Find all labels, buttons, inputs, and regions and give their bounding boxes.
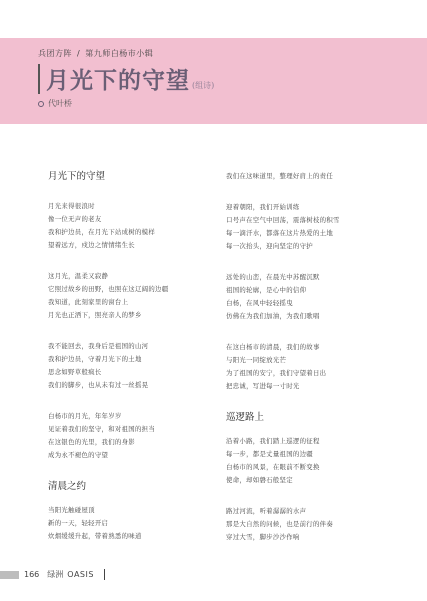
journal-name: 绿洲 (47, 570, 64, 579)
poem-line: 望着远方，戍边之情情绪生长 (48, 241, 135, 249)
footer-rule (104, 569, 105, 580)
poem-line: 炊烟缓缓升起，带着熟悉的味道 (48, 532, 142, 540)
poem-line: 思念如野草般疯长 (48, 368, 102, 376)
poem-line: 为了祖国的安宁，我们守望着日出 (226, 369, 327, 377)
poem-line: 每一步，都是丈量祖国的边疆 (226, 450, 313, 458)
poem-line: 使命，却如磐石般坚定 (226, 476, 293, 484)
poem-line: 新的一天，轻轻开启 (48, 519, 109, 527)
poem-line: 口号声在空气中回荡，震落树枝的积雪 (226, 216, 340, 224)
stanza (48, 410, 218, 462)
stanza (48, 200, 218, 252)
poem-line: 每一次抬头，迎向坚定的守护 (226, 242, 313, 250)
poem-line: 我们的脚步，也从未有过一丝摇晃 (48, 381, 149, 389)
poem-line: 仿佛在为我们加油，为我们歌唱 (226, 312, 320, 320)
footer (24, 569, 94, 580)
column-kicker (38, 48, 153, 59)
poem-line: 我和护边员，在月光下站成树的模样 (48, 228, 156, 236)
footer-bar (0, 571, 19, 579)
stanza (48, 270, 218, 322)
author-name: 代叶桥 (48, 99, 72, 108)
section-title-morning: 清晨之约 (48, 481, 87, 492)
stanza (226, 271, 396, 323)
poem-line: 成为永不褪色的守望 (48, 451, 109, 459)
poem-line: 月光来得很浪时 (48, 202, 95, 210)
poem-line: 远处的山峦，在晨光中苏醒沉默 (226, 273, 320, 281)
poem-line: 在这银色的光里，我们的身影 (48, 438, 135, 446)
poem-line: 像一位无声的老友 (48, 215, 102, 223)
left-column (48, 170, 218, 561)
poem-title: 月光下的守望 (48, 171, 106, 182)
stanza (226, 201, 396, 253)
stanza (226, 435, 396, 487)
stanza (226, 505, 396, 544)
title-accent-bar (38, 64, 40, 94)
stanza (48, 340, 218, 392)
kicker-separator: / (77, 49, 81, 58)
poem-line: 与阳光一同绽放光芒 (226, 356, 287, 364)
page-number: 166 (24, 570, 40, 579)
section-name: 第九师白杨市小辑 (85, 49, 154, 58)
poem-line: 见证着我们的坚守，和对祖国的担当 (48, 425, 156, 433)
poem-line: 我和护边员，守着月光下的土地 (48, 355, 142, 363)
poem-line: 这月光，温柔又寂静 (48, 272, 109, 280)
stanza (226, 341, 396, 393)
circle-bullet-icon (38, 101, 44, 107)
poem-line: 在这白杨市的清晨，我们的故事 (226, 343, 320, 351)
poem-line: 我知道，此刻家里的窗台上 (48, 298, 129, 306)
left-stanzas (48, 200, 218, 462)
section-title-patrol: 巡逻路上 (226, 412, 265, 423)
poem-line: 每一滴汗水，都落在这片热爱的土地 (226, 229, 334, 237)
poem-line: 白杨，在风中轻轻摇曳 (226, 299, 293, 307)
poem-line: 祖国的轮廓，是心中的信仰 (226, 286, 307, 294)
poem-line: 它照过故乡的田野，也照在这辽阔的边疆 (48, 285, 169, 293)
left-stanzas-2 (48, 504, 218, 543)
title-text: 月光下的守望 (46, 67, 190, 94)
poem-line: 当阳光触碰屋顶 (48, 506, 95, 514)
poem-line: 那是大自然的问候，也是前行的伴奏 (226, 520, 334, 528)
poem-line: 沿着小路，我们踏上巡逻的征程 (226, 437, 320, 445)
stanza (226, 170, 396, 183)
author-line (38, 98, 72, 109)
poem-line: 白杨市的月光，年年岁岁 (48, 412, 122, 420)
poem-line: 把忠诚，写进每一寸时光 (226, 382, 300, 390)
poem-line: 我不能回去，我身后是祖国的山河 (48, 342, 149, 350)
column-name: 兵团方阵 (38, 49, 72, 58)
poem-line: 穿过大雪，脚步沙沙作响 (226, 533, 300, 541)
poem-line: 月光也正洒下，照亮亲人的梦乡 (48, 311, 142, 319)
journal-name-en: OASIS (67, 570, 94, 579)
page-title (46, 62, 214, 95)
poem-line: 我们在这味道里，整理好肩上的责任 (226, 172, 334, 180)
poem-line: 白杨市的风景，在眼前不断变换 (226, 463, 320, 471)
poem-line: 迎着朝阳，我们开始训练 (226, 203, 300, 211)
right-stanzas-2 (226, 435, 396, 544)
genre-label: (组诗) (192, 81, 215, 90)
stanza (48, 504, 218, 543)
right-column (226, 170, 396, 562)
poem-line: 路过河流，听着潺潺的水声 (226, 507, 307, 515)
right-stanzas (226, 170, 396, 393)
